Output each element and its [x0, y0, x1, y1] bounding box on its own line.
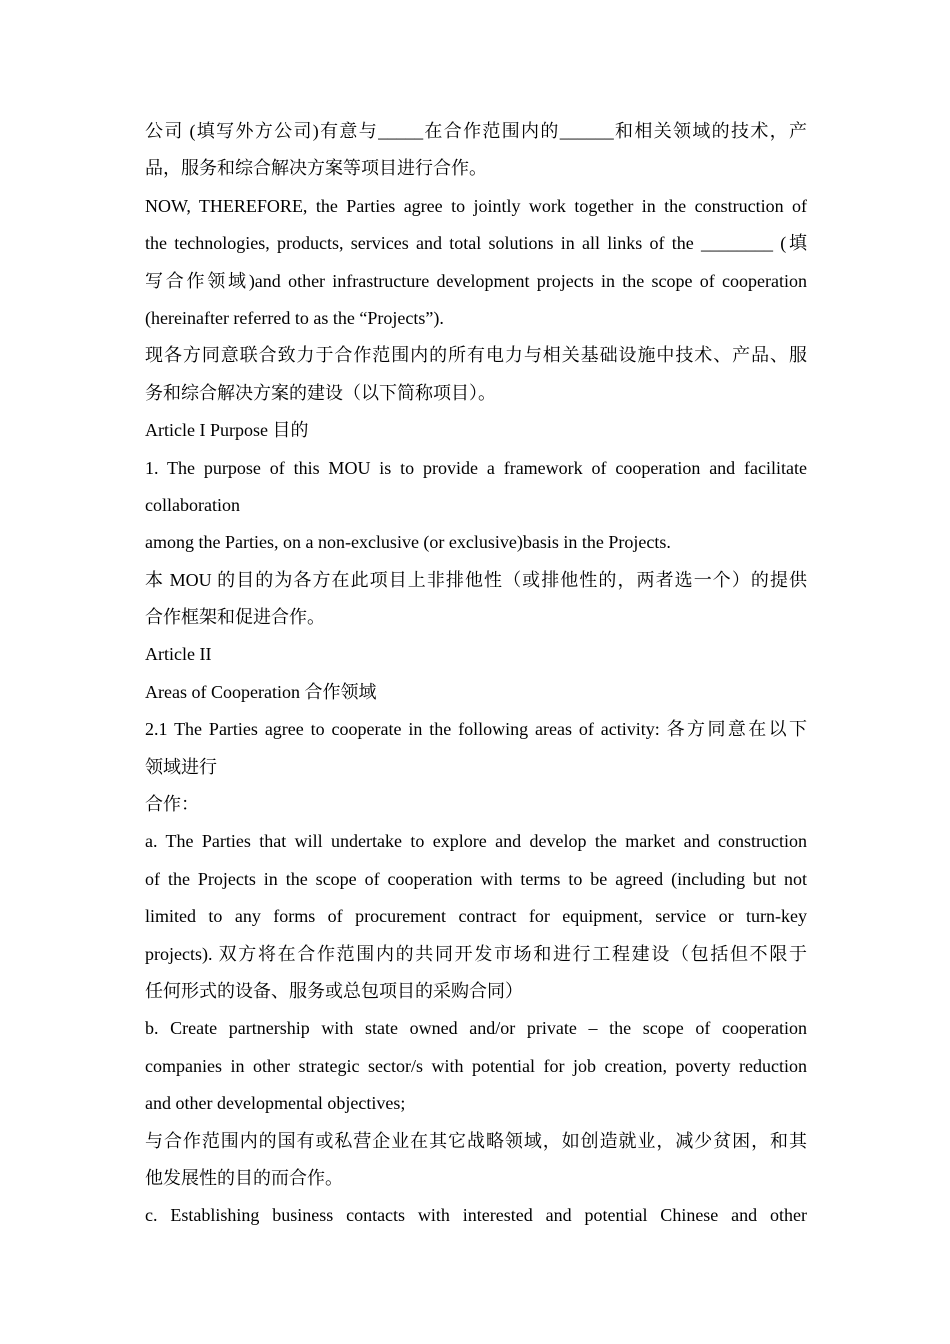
text-line: 务和综合解决方案的建设（以下简称项目）。: [145, 382, 496, 403]
text-line: companies in other strategic sector/s with potential for job creation, poverty reduction: [145, 1055, 807, 1076]
text-line: 品，服务和综合解决方案等项目进行合作。: [145, 158, 487, 179]
text-line: Areas of Cooperation 合作领域: [145, 681, 377, 702]
text-line: projects). 双方将在合作范围内的共同开发市场和进行工程建设（包括但不限于: [145, 943, 807, 964]
text-line: 2.1 The Parties agree to cooperate in the following areas of activity: 各方同意在以下: [145, 719, 807, 740]
text-line: b. Create partnership with state owned and/or private – the scope of cooperation: [145, 1018, 807, 1039]
text-line: of the Projects in the scope of cooperation with terms to be agreed (including but not: [145, 868, 807, 889]
text-line: 合作框架和促进合作。: [145, 607, 325, 628]
text-line: 领域进行: [145, 756, 217, 777]
text-line: 合作：: [145, 794, 199, 815]
text-line: NOW, THEREFORE, the Parties agree to jointly work together in the construction of: [145, 195, 807, 216]
text-line: 公司 (填写外方公司)有意与_____在合作范围内的______和相关领域的技术，产: [145, 121, 807, 141]
text-line: 1. The purpose of this MOU is to provide a framework of cooperation and facilitate: [145, 457, 807, 478]
text-line: among the Parties, on a non-exclusive (or exclusive)basis in the Projects.: [145, 532, 671, 553]
text-line: limited to any forms of procurement contract for equipment, service or turn-key: [145, 906, 807, 927]
text-line: the technologies, products, services and total solutions in all links of the ________ (填: [145, 233, 807, 254]
document-page: [145, 113, 807, 1235]
text-line: Article II: [145, 644, 212, 665]
text-line: a. The Parties that will undertake to explore and develop the market and construction: [145, 831, 807, 852]
text-line: and other developmental objectives;: [145, 1093, 406, 1114]
text-line: c. Establishing business contacts with interested and potential Chinese and other: [145, 1205, 807, 1226]
text-line: 任何形式的设备、服务或总包项目的采购合同）: [145, 980, 523, 1001]
text-line: 与合作范围内的国有或私营企业在其它战略领域，如创造就业，减少贫困，和其: [145, 1130, 807, 1151]
text-line: 本 MOU 的目的为各方在此项目上非排他性（或排他性的，两者选一个）的提供: [145, 569, 807, 590]
text-line: (hereinafter referred to as the “Projects”).: [145, 307, 444, 328]
text-line: Article I Purpose 目的: [145, 420, 309, 441]
text-line: 现各方同意联合致力于合作范围内的所有电力与相关基础设施中技术、产品、服: [145, 345, 807, 366]
text-line: collaboration: [145, 494, 240, 515]
text-line: 他发展性的目的而合作。: [145, 1167, 343, 1188]
text-line: 写合作领域)and other infrastructure development projects in the scope of cooperation: [145, 270, 807, 291]
